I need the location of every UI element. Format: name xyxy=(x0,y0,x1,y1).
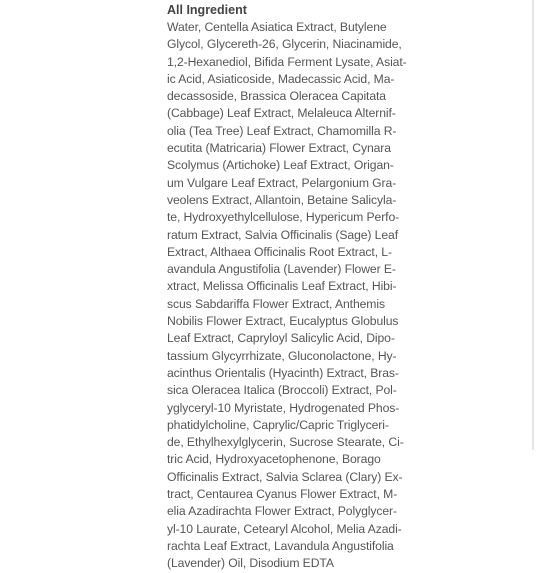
ingredient-line: (Cabbage) Leaf Extract, Melaleuca Alternif- xyxy=(167,106,396,121)
ingredient-line: yl-10 Laurate, Cetearyl Alcohol, Melia Azadi- xyxy=(167,521,402,536)
ingredient-line: ratum Extract, Salvia Officinalis (Sage) Leaf xyxy=(167,227,398,242)
ingredient-line: veolens Extract, Allantoin, Betaine Salicyla- xyxy=(167,192,397,207)
ingredient-line: phatidylcholine, Caprylic/Capric Triglyceri- xyxy=(167,417,389,432)
ingredient-line: Nobilis Flower Extract, Eucalyptus Globulus xyxy=(167,314,399,329)
ingredient-line: ecutita (Matricaria) Flower Extract, Cynara xyxy=(167,141,391,156)
ingredient-lines xyxy=(167,19,407,573)
ingredient-list-block xyxy=(167,2,407,573)
ingredient-title: All Ingredient xyxy=(167,3,247,17)
ingredient-line: 1,2-Hexanediol, Bifida Ferment Lysate, Asiat- xyxy=(167,54,407,69)
ingredient-line: yglyceryl-10 Myristate, Hydrogenated Phos- xyxy=(167,400,400,415)
page-edge-divider xyxy=(532,0,534,450)
ingredient-line: Extract, Althaea Officinalis Root Extract, L- xyxy=(167,244,392,259)
ingredient-line: Scolymus (Artichoke) Leaf Extract, Origan- xyxy=(167,158,394,173)
ingredient-line: olia (Tea Tree) Leaf Extract, Chamomilla R- xyxy=(167,123,397,138)
ingredient-line: avandula Angustifolia (Lavender) Flower E- xyxy=(167,262,396,277)
ingredient-line: Water, Centella Asiatica Extract, Butylene xyxy=(167,20,387,34)
ingredient-line: (Lavender) Oil, Disodium EDTA xyxy=(167,556,334,571)
ingredient-line: rachta Leaf Extract, Lavandula Angustifolia xyxy=(167,538,394,553)
ingredient-line: sica Oleracea Italica (Broccoli) Extract, Pol- xyxy=(167,383,397,398)
ingredient-line: de, Ethylhexylglycerin, Sucrose Stearate, Ci- xyxy=(167,435,404,450)
ingredient-line: um Vulgare Leaf Extract, Pelargonium Gra- xyxy=(167,175,397,190)
ingredient-line: elia Azadirachta Flower Extract, Polyglycer- xyxy=(167,504,397,519)
ingredient-line: te, Hydroxyethylcellulose, Hypericum Perfo- xyxy=(167,210,400,225)
ingredient-line: tassium Glycyrrhizate, Gluconolactone, Hy- xyxy=(167,348,397,363)
ingredient-line: acinthus Orientalis (Hyacinth) Extract, Bras- xyxy=(167,365,399,380)
ingredient-line: ic Acid, Asiaticoside, Madecassic Acid, Ma- xyxy=(167,71,395,86)
ingredient-line: Glycol, Glycereth-26, Glycerin, Niacinamide, xyxy=(167,37,402,52)
ingredient-line: decassoside, Brassica Oleracea Capitata xyxy=(167,89,386,104)
ingredient-line: Officinalis Extract, Salvia Sclarea (Clary) Ex- xyxy=(167,469,403,484)
ingredient-line: tract, Centaurea Cyanus Flower Extract, M- xyxy=(167,487,398,502)
ingredient-line: tric Acid, Hydroxyacetophenone, Borago xyxy=(167,452,381,467)
ingredient-line: Leaf Extract, Capryloyl Salicylic Acid, Dipo- xyxy=(167,331,395,346)
ingredient-line: xtract, Melissa Officinalis Leaf Extract, Hibi- xyxy=(167,279,397,294)
ingredient-line: scus Sabdariffa Flower Extract, Anthemis xyxy=(167,296,385,311)
